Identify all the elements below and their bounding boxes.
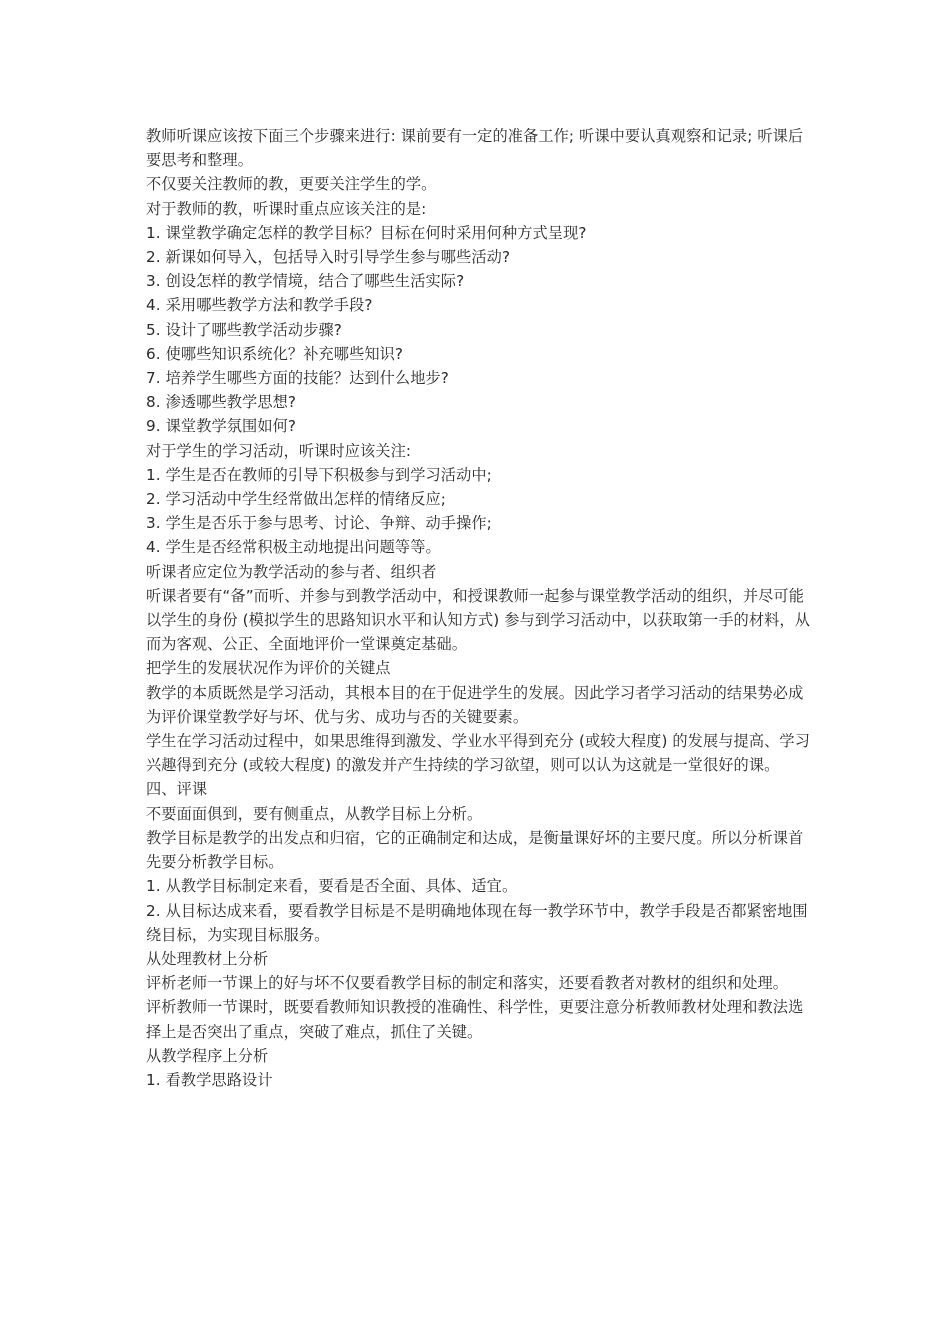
paragraph: 不仅要关注教师的教，更要关注学生的学。 bbox=[146, 175, 437, 194]
list-item: 6. 使哪些知识系统化？补充哪些知识? bbox=[146, 344, 404, 363]
paragraph: 不要面面俱到，要有侧重点，从教学目标上分析。 bbox=[146, 804, 483, 823]
list-item: 3. 创设怎样的教学情境，结合了哪些生活实际? bbox=[146, 272, 465, 291]
list-item: 1. 看教学思路设计 bbox=[146, 1070, 273, 1089]
list-item: 7. 培养学生哪些方面的技能？达到什么地步? bbox=[146, 369, 449, 388]
list-item: 4. 学生是否经常积极主动地提出问题等等。 bbox=[146, 538, 441, 557]
section-heading: 从处理教材上分析 bbox=[146, 949, 269, 968]
paragraph: 教师听课应该按下面三个步骤来进行: 课前要有一定的准备工作; 听课中要认真观察和记录; 听课后要思考和整理。 bbox=[146, 127, 804, 170]
paragraph: 学生在学习活动过程中，如果思维得到激发、学业水平得到充分 (或较大程度) 的发展与提高、学习兴趣得到充分 (或较大程度) 的激发并产生持续的学习欲望，则可以认为这就是一堂很好的课。 bbox=[146, 732, 810, 775]
paragraph: 教学目标是教学的出发点和归宿，它的正确制定和达成，是衡量课好坏的主要尺度。所以分析课首先要分析教学目标。 bbox=[146, 828, 804, 872]
list-item: 9. 课堂教学氛围如何? bbox=[146, 417, 297, 436]
list-item: 3. 学生是否乐于参与思考、讨论、争辩、动手操作; bbox=[146, 514, 492, 533]
paragraph: 对于教师的教，听课时重点应该关注的是: bbox=[146, 199, 427, 218]
paragraph: 评析老师一节课上的好与坏不仅要看教学目标的制定和落实，还要看教者对教材的组织和处理。 bbox=[146, 974, 789, 993]
paragraph: 评析教师一节课时，既要看教师知识教授的准确性、科学性，更要注意分析教师教材处理和教法选择上是否突出了重点，突破了难点，抓住了关键。 bbox=[146, 998, 804, 1041]
list-item: 2. 新课如何导入，包括导入时引导学生参与哪些活动? bbox=[146, 248, 511, 267]
paragraph: 听课者要有“备”而听、并参与到教学活动中，和授课教师一起参与课堂教学活动的组织，并尽可能以学生的身份 (模拟学生的思路知识水平和认知方式) 参与到学习活动中，以获取第一手的材料，从而为客观、公正、全面地评价一堂课奠定基础。 bbox=[146, 586, 810, 654]
list-item: 1. 课堂教学确定怎样的教学目标？目标在何时采用何种方式呈现? bbox=[146, 223, 587, 242]
list-item: 1. 从教学目标制定来看，要看是否全面、具体、适宜。 bbox=[146, 877, 518, 896]
list-item: 2. 学习活动中学生经常做出怎样的情绪反应; bbox=[146, 490, 447, 509]
list-item: 5. 设计了哪些教学活动步骤? bbox=[146, 320, 342, 339]
document-body bbox=[146, 124, 814, 1092]
list-item: 1. 学生是否在教师的引导下积极参与到学习活动中; bbox=[146, 465, 492, 484]
section-heading: 听课者应定位为教学活动的参与者、组织者 bbox=[146, 562, 437, 581]
list-item: 2. 从目标达成来看，要看教学目标是不是明确地体现在每一教学环节中，教学手段是否都紧密地围绕目标，为实现目标服务。 bbox=[146, 901, 808, 944]
list-item: 8. 渗透哪些教学思想? bbox=[146, 393, 297, 412]
section-heading: 把学生的发展状况作为评价的关键点 bbox=[146, 659, 391, 678]
section-heading: 四、评课 bbox=[146, 780, 208, 799]
section-heading: 从教学程序上分析 bbox=[146, 1046, 269, 1065]
paragraph: 对于学生的学习活动，听课时应该关注: bbox=[146, 441, 412, 460]
list-item: 4. 采用哪些教学方法和教学手段? bbox=[146, 296, 373, 315]
paragraph: 教学的本质既然是学习活动，其根本目的在于促进学生的发展。因此学习者学习活动的结果势必成为评价课堂教学好与坏、优与劣、成功与否的关键要素。 bbox=[146, 683, 804, 726]
